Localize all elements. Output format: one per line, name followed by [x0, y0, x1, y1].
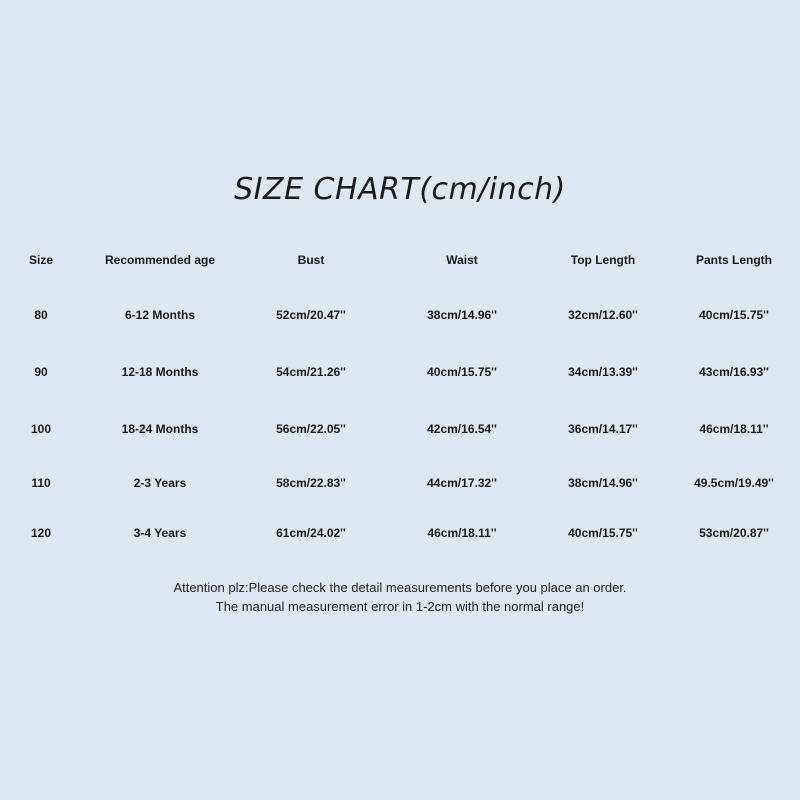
cell-age: 3-4 Years: [133, 526, 187, 540]
cell-size: 80: [34, 308, 48, 322]
cell-pants-length: 49.5cm/19.49'': [694, 476, 774, 490]
cell-age: 2-3 Years: [133, 476, 187, 490]
header-recommended-age: Recommended age: [104, 253, 216, 267]
table-row: [0, 305, 800, 325]
cell-age: 6-12 Months: [124, 308, 196, 322]
cell-bust: 54cm/21.26'': [276, 365, 346, 379]
cell-size: 120: [30, 526, 52, 540]
cell-pants-length: 46cm/18.11'': [699, 422, 769, 436]
cell-waist: 44cm/17.32'': [427, 476, 497, 490]
cell-top-length: 32cm/12.60'': [568, 308, 638, 322]
cell-bust: 61cm/24.02'': [276, 526, 346, 540]
header-top-length: Top Length: [570, 253, 636, 267]
cell-pants-length: 53cm/20.87'': [699, 526, 769, 540]
header-bust: Bust: [297, 253, 325, 267]
cell-age: 12-18 Months: [121, 365, 199, 379]
table-row: [0, 523, 800, 543]
cell-top-length: 34cm/13.39'': [568, 365, 638, 379]
header-waist: Waist: [446, 253, 478, 267]
cell-bust: 52cm/20.47'': [276, 308, 346, 322]
cell-size: 110: [31, 476, 51, 490]
cell-waist: 46cm/18.11'': [427, 526, 497, 540]
table-row: [0, 362, 800, 382]
header-size: Size: [28, 253, 54, 267]
cell-top-length: 36cm/14.17'': [568, 422, 638, 436]
cell-top-length: 38cm/14.96'': [568, 476, 638, 490]
cell-top-length: 40cm/15.75'': [568, 526, 638, 540]
table-header-row: [0, 250, 800, 270]
cell-size: 90: [34, 365, 48, 379]
cell-pants-length: 40cm/15.75'': [699, 308, 769, 322]
page-title: SIZE CHART(cm/inch): [234, 172, 566, 207]
cell-waist: 38cm/14.96'': [427, 308, 497, 322]
attention-note: [0, 578, 800, 616]
header-pants-length: Pants Length: [695, 253, 773, 267]
cell-bust: 58cm/22.83'': [276, 476, 346, 490]
cell-age: 18-24 Months: [121, 422, 199, 436]
cell-size: 100: [30, 422, 52, 436]
note-line-1: Attention plz:Please check the detail measurements before you place an order.: [173, 580, 627, 595]
table-row: [0, 419, 800, 439]
cell-bust: 56cm/22.05'': [276, 422, 346, 436]
cell-waist: 42cm/16.54'': [427, 422, 497, 436]
table-row: [0, 473, 800, 493]
cell-pants-length: 43cm/16.93'': [699, 365, 769, 379]
note-line-2: The manual measurement error in 1-2cm with the normal range!: [215, 599, 585, 614]
cell-waist: 40cm/15.75'': [427, 365, 497, 379]
